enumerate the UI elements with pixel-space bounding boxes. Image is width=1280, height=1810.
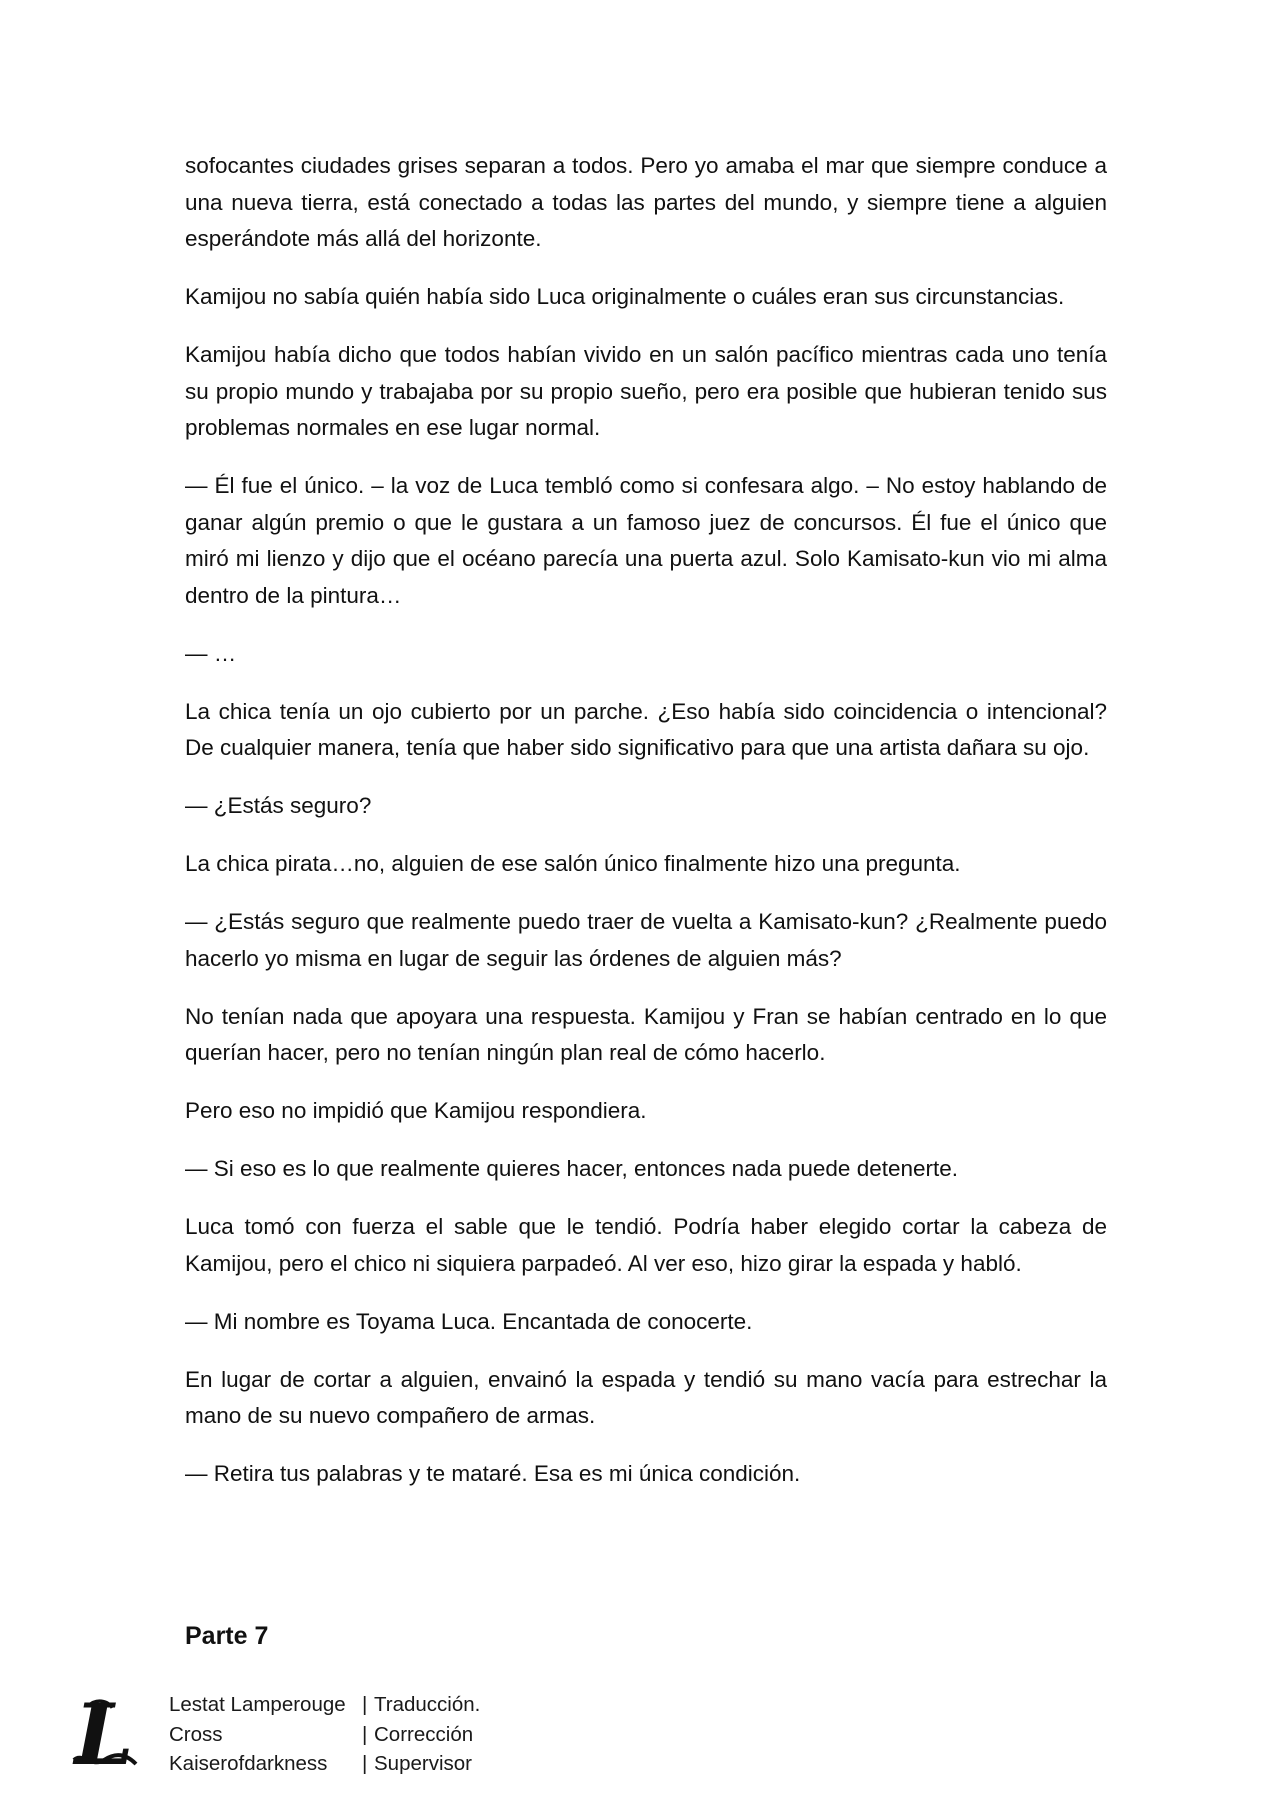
- paragraph-6: La chica tenía un ojo cubierto por un parche. ¿Eso había sido coincidencia o intencional? De cualquier manera, tenía que haber sido significativo para que una artista dañara su ojo.: [185, 698, 1107, 760]
- credit-row-supervisor: [169, 1749, 480, 1779]
- paragraph-2: Kamijou no sabía quién había sido Luca originalmente o cuáles eran sus circunstancias.: [185, 284, 1065, 309]
- credit-name: Kaiserofdarkness: [169, 1752, 328, 1775]
- paragraph-1: sofocantes ciudades grises separan a todos. Pero yo amaba el mar que siempre conduce a una nueva tierra, está conectado a todas las partes del mundo, y siempre tiene a alguien esperándote más allá del horizonte.: [185, 153, 1107, 251]
- paragraph-3: Kamijou había dicho que todos habían vivido en un salón pacífico mientras cada uno tenía su propio mundo y trabajaba por su propio sueño, pero era posible que hubieran tenido sus problemas normales en ese lugar normal.: [185, 342, 1107, 440]
- paragraph-11: Pero eso no impidió que Kamijou respondiera.: [185, 1098, 647, 1123]
- paragraph-14: — Mi nombre es Toyama Luca. Encantada de conocerte.: [185, 1308, 753, 1334]
- credits-footer: [68, 1690, 768, 1790]
- paragraph-9: — ¿Estás seguro que realmente puedo traer de vuelta a Kamisato-kun? ¿Realmente puedo hacerlo yo misma en lugar de seguir las órdenes de alguien más?: [185, 909, 1107, 971]
- credit-name: Cross: [169, 1722, 223, 1746]
- paragraph-16: — Retira tus palabras y te mataré. Esa es mi única condición.: [185, 1461, 801, 1486]
- credit-name: Lestat Lamperouge: [169, 1693, 346, 1716]
- paragraph-10: No tenían nada que apoyara una respuesta. Kamijou y Fran se habían centrado en lo que querían hacer, pero no tenían ningún plan real de cómo hacerlo.: [185, 1003, 1107, 1065]
- credit-role: Traducción.: [374, 1693, 481, 1716]
- paragraph-4: — Él fue el único. – la voz de Luca tembló como si confesara algo. – No estoy hablando de ganar algún premio o que le gustara a un famoso juez de concursos. Él fue el único que miró mi lienzo y dijo que el océano parecía una puerta azul. Solo Kamisato-kun vio mi alma dentro de la pintura…: [185, 473, 1107, 608]
- paragraph-8: La chica pirata…no, alguien de ese salón único finalmente hizo una pregunta.: [185, 851, 961, 876]
- paragraph-7: — ¿Estás seguro?: [185, 793, 372, 818]
- credit-row-translation: [169, 1690, 480, 1720]
- credit-role: Corrección: [374, 1722, 474, 1746]
- credit-role: Supervisor: [374, 1752, 472, 1775]
- svg-text:L: L: [74, 1694, 134, 1772]
- paragraph-12: — Si eso es lo que realmente quieres hacer, entonces nada puede detenerte.: [185, 1156, 959, 1181]
- credit-separator: |: [362, 1693, 368, 1716]
- credit-separator: |: [362, 1752, 368, 1775]
- paragraph-5: — …: [185, 640, 237, 666]
- credits-list: [169, 1690, 480, 1779]
- page-body-text: [185, 148, 1107, 1514]
- paragraph-15: En lugar de cortar a alguien, envainó la espada y tendió su mano vacía para estrechar la mano de su nuevo compañero de armas.: [185, 1366, 1107, 1428]
- credit-separator: |: [362, 1722, 368, 1746]
- paragraph-13: Luca tomó con fuerza el sable que le tendió. Podría haber elegido cortar la cabeza de Kamijou, pero el chico ni siquiera parpadeó. Al ver eso, hizo girar la espada y habló.: [185, 1214, 1107, 1276]
- gothic-letter-l-logo-icon: [68, 1694, 140, 1772]
- credit-row-correction: [169, 1720, 480, 1750]
- section-heading: Parte 7: [185, 1622, 269, 1650]
